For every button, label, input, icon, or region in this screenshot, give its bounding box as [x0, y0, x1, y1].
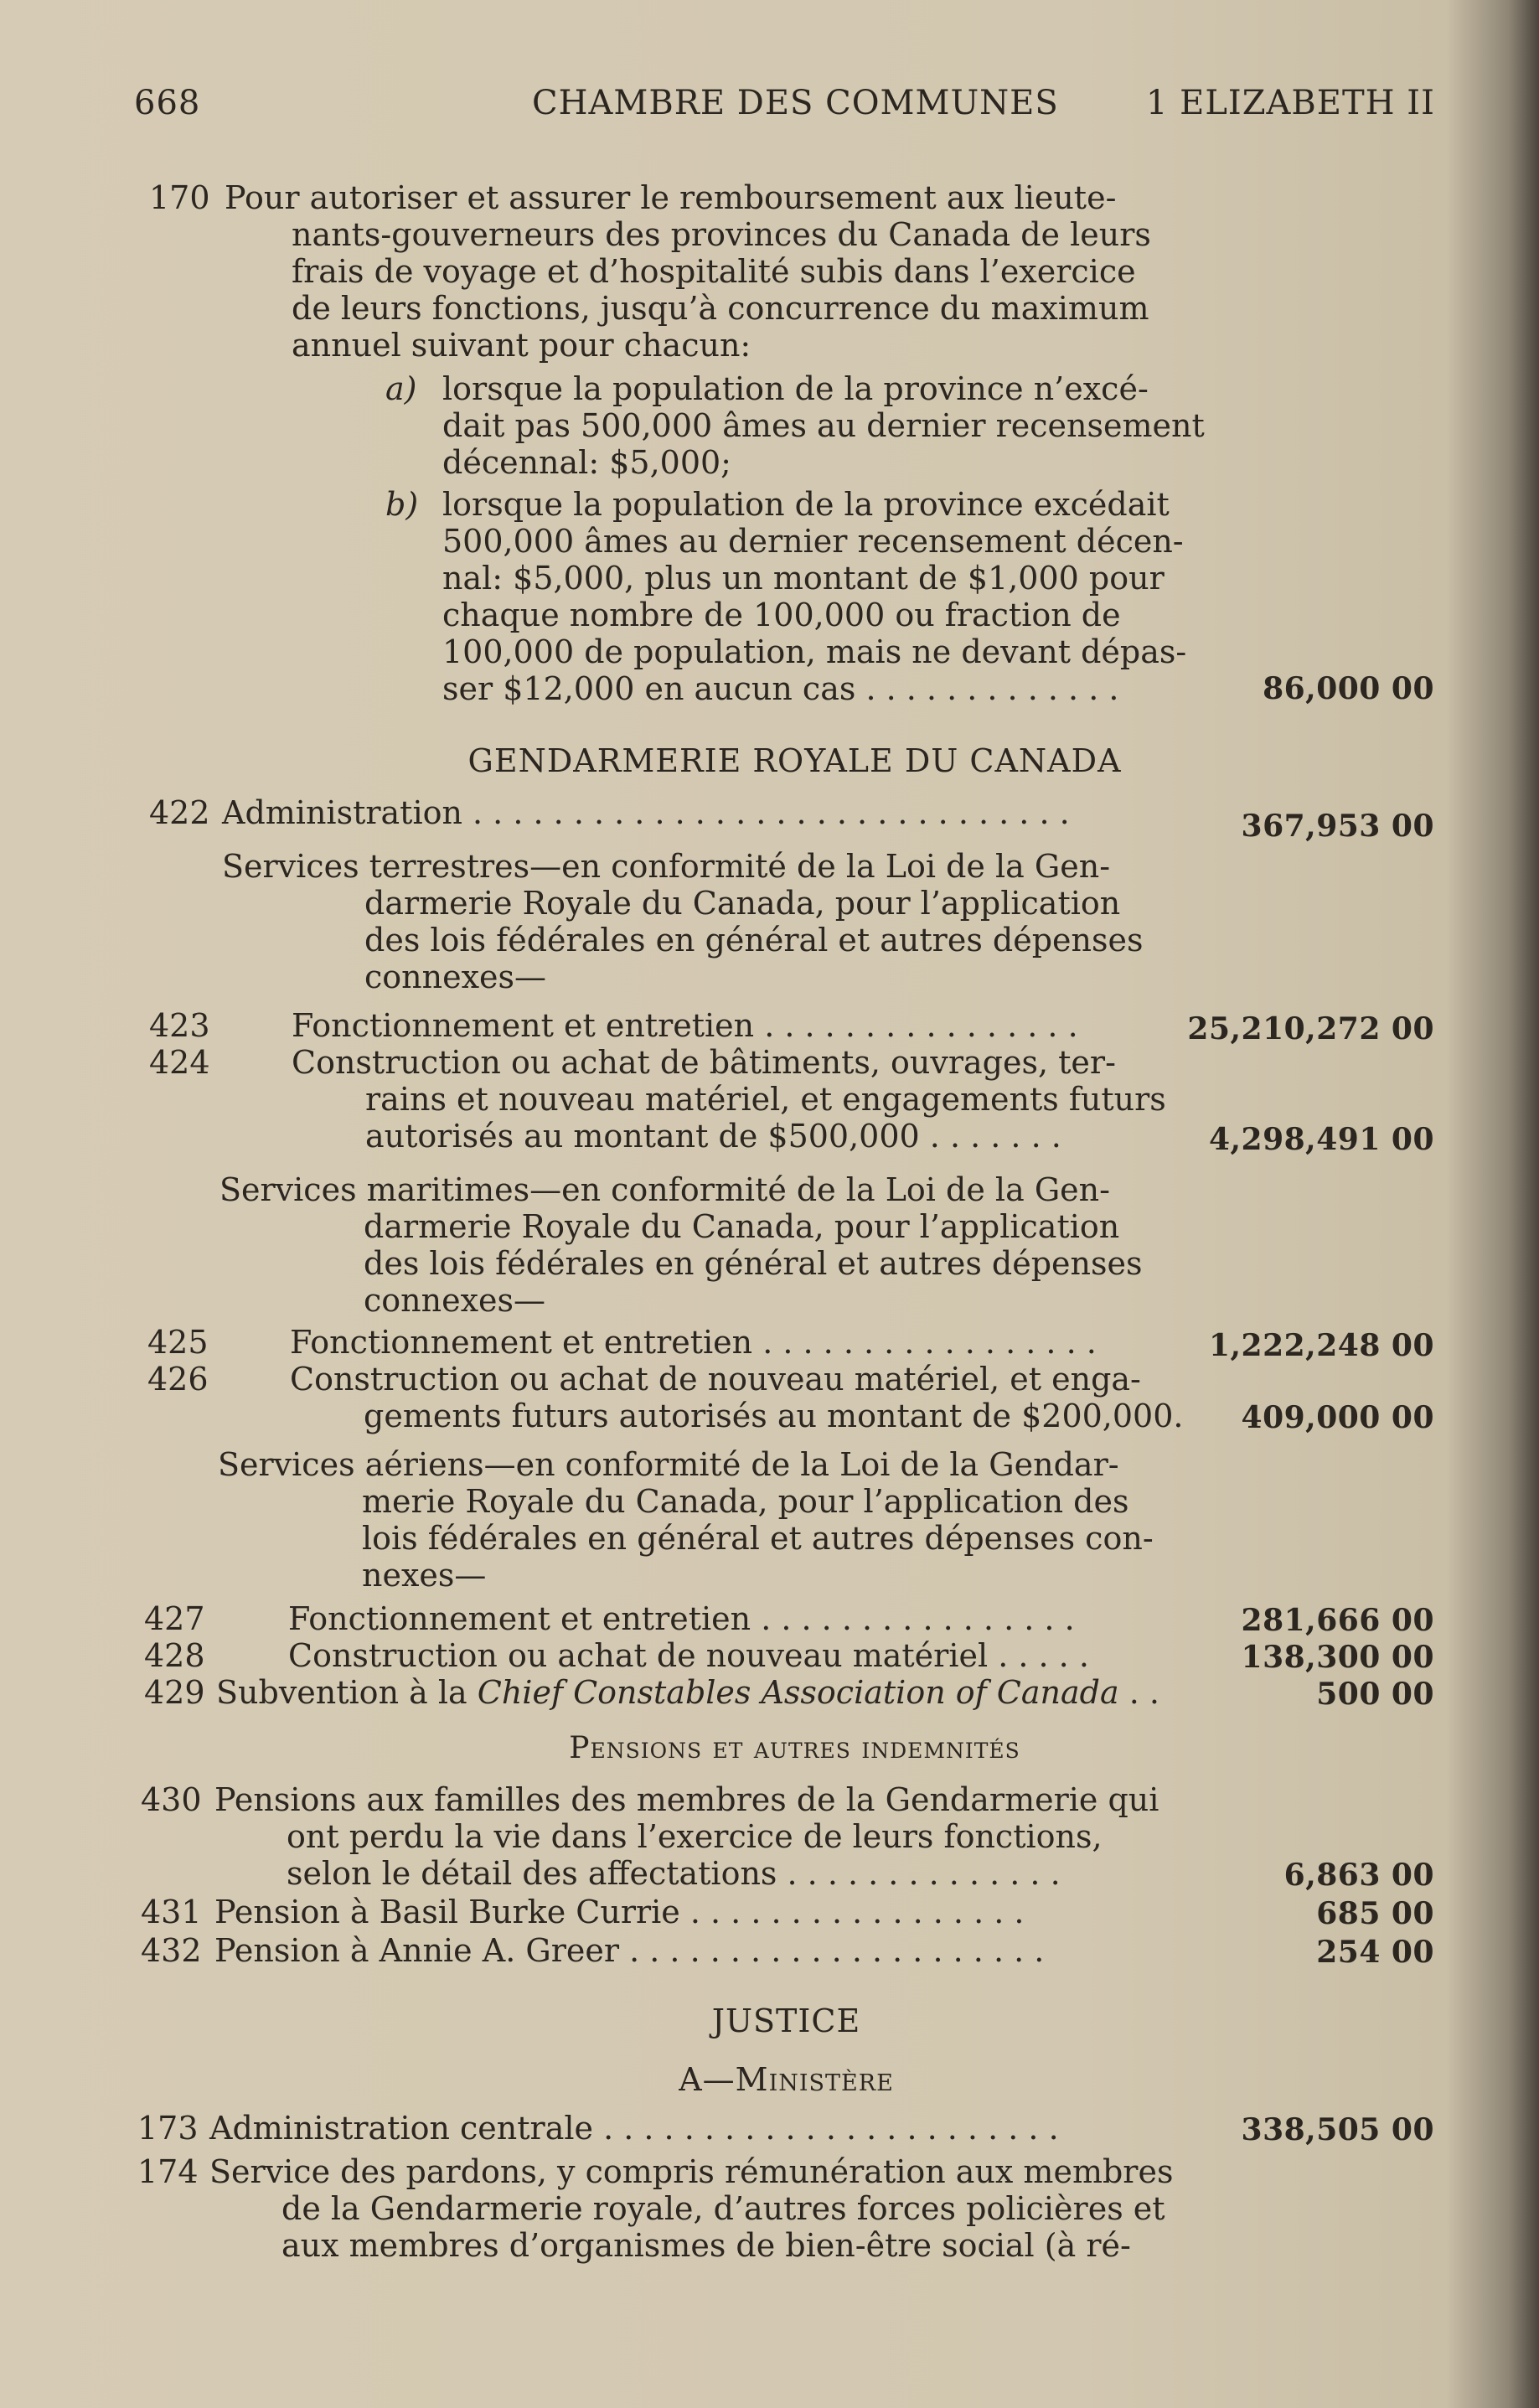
amount-423: 25,210,272 00 — [1187, 1011, 1434, 1046]
item-number-170: 170 — [149, 179, 210, 216]
text-line: Pour autoriser et assurer le remboursement aux lieute- — [225, 179, 1117, 216]
amount-429: 500 00 — [1316, 1677, 1434, 1712]
amount-430: 6,863 00 — [1283, 1858, 1434, 1893]
amount-424: 4,298,491 00 — [1208, 1122, 1434, 1157]
item-173-label: Administration centrale . . . . . . . . . . . . . . . . . . . . . . . — [209, 2110, 1059, 2147]
terrestres-text — [222, 848, 1144, 995]
text-line: merie Royale du Canada, pour l’application des — [362, 1483, 1129, 1520]
text-line: Construction ou achat de nouveau matériel, et enga- — [290, 1361, 1141, 1398]
amount-422: 367,953 00 — [1241, 809, 1434, 844]
item-170-a-text — [442, 370, 1205, 481]
amount-431: 685 00 — [1316, 1896, 1434, 1931]
amount-170: 86,000 00 — [1263, 671, 1434, 706]
item-427-label: Fonctionnement et entretien . . . . . . . . . . . . . . . . — [288, 1600, 1075, 1637]
item-number-423: 423 — [149, 1007, 210, 1044]
page-number: 668 — [134, 84, 201, 122]
item-170-b-text — [442, 486, 1186, 707]
item-423-label: Fonctionnement et entretien . . . . . . . . . . . . . . . . — [292, 1007, 1078, 1044]
item-431-label: Pension à Basil Burke Currie . . . . . . . . . . . . . . . . . — [214, 1894, 1025, 1930]
item-429-label — [216, 1674, 1159, 1711]
text-line: selon le détail des affectations . . . . . . . . . . . . . . — [287, 1855, 1061, 1892]
item-number-428: 428 — [144, 1637, 205, 1674]
text-line: Services aériens—en conformité de la Loi de la Gendar- — [218, 1446, 1119, 1483]
text-line: Services terrestres—en conformité de la Loi de la Gen- — [222, 848, 1111, 885]
text-line: 100,000 de population, mais ne devant dépas- — [442, 633, 1187, 670]
text-line: darmerie Royale du Canada, pour l’application — [364, 1208, 1120, 1245]
text-line: frais de voyage et d’hospitalité subis dans l’exercice — [292, 253, 1136, 290]
text-line: des lois fédérales en général et autres dépenses — [364, 922, 1144, 959]
text-line: nal: $5,000, plus un montant de $1,000 pour — [442, 560, 1165, 597]
text-line: Service des pardons, y compris rémunération aux membres — [209, 2153, 1174, 2190]
item-number-431: 431 — [141, 1894, 202, 1930]
text-line: ser $12,000 en aucun cas . . . . . . . . . . . . . — [442, 670, 1119, 707]
text-line: annuel suivant pour chacun: — [292, 327, 751, 364]
item-number-432: 432 — [141, 1932, 202, 1969]
item-424-text — [292, 1044, 1166, 1155]
text-line: rains et nouveau matériel, et engagements futurs — [365, 1081, 1166, 1118]
text-line: de la Gendarmerie royale, d’autres forces policières et — [281, 2190, 1165, 2227]
aeriens-text — [218, 1446, 1154, 1594]
item-426-text — [290, 1361, 1183, 1434]
text-line: nants-gouverneurs des provinces du Canada de leurs — [292, 216, 1151, 253]
amount-426: 409,000 00 — [1241, 1400, 1434, 1435]
text-line: 500,000 âmes au dernier recensement décen- — [442, 523, 1184, 560]
text-line: Services maritimes—en conformité de la Loi de la Gen- — [219, 1171, 1110, 1208]
text-line: connexes— — [364, 1282, 546, 1319]
sub-label-b: b) — [385, 486, 419, 523]
amount-432: 254 00 — [1316, 1935, 1434, 1970]
text-line: de leurs fonctions, jusqu’à concurrence du maximum — [292, 290, 1149, 327]
amount-425: 1,222,248 00 — [1208, 1328, 1434, 1363]
item-number-174: 174 — [137, 2153, 199, 2190]
section-heading-pensions: Pensions et autres indemnités — [569, 1731, 1020, 1765]
section-heading-grc: GENDARMERIE ROYALE DU CANADA — [467, 742, 1122, 779]
item-425-label: Fonctionnement et entretien . . . . . . . . . . . . . . . . . — [290, 1324, 1097, 1361]
text-line: connexes— — [364, 959, 547, 995]
item-number-427: 427 — [144, 1600, 205, 1637]
item-428-label: Construction ou achat de nouveau matériel . . . . . — [288, 1637, 1089, 1674]
text-line: décennal: $5,000; — [442, 444, 731, 481]
text-line: aux membres d’organismes de bien-être social (à ré- — [281, 2227, 1131, 2264]
text-line: Pensions aux familles des membres de la Gendarmerie qui — [214, 1781, 1159, 1818]
text-line: Construction ou achat de bâtiments, ouvrages, ter- — [292, 1044, 1116, 1081]
item-422-label: Administration . . . . . . . . . . . . . . . . . . . . . . . . . . . . . . — [222, 794, 1070, 831]
reign-label: 1 ELIZABETH II — [1146, 84, 1435, 122]
item-number-173: 173 — [137, 2110, 199, 2147]
text-line: darmerie Royale du Canada, pour l’application — [364, 885, 1121, 922]
item-432-label: Pension à Annie A. Greer . . . . . . . . . . . . . . . . . . . . . — [214, 1932, 1045, 1969]
label-part: Subvention à la — [216, 1674, 478, 1711]
item-170-text — [225, 179, 1151, 364]
running-title: CHAMBRE DES COMMUNES — [532, 84, 1059, 122]
text-line: lois fédérales en général et autres dépenses con- — [362, 1520, 1154, 1557]
text-line: des lois fédérales en général et autres dépenses — [364, 1245, 1143, 1282]
text-line: nexes— — [362, 1557, 487, 1594]
text-line: gements futurs autorisés au montant de $200,000. — [364, 1398, 1184, 1434]
amount-173: 338,505 00 — [1241, 2112, 1434, 2147]
text-line: lorsque la population de la province n’excé- — [442, 370, 1149, 407]
item-number-425: 425 — [147, 1324, 209, 1361]
label-italic-part: Chief Constables Association of Canada — [477, 1674, 1119, 1711]
text-line: dait pas 500,000 âmes au dernier recensement — [442, 407, 1205, 444]
amount-428: 138,300 00 — [1241, 1640, 1434, 1675]
item-number-426: 426 — [147, 1361, 209, 1398]
text-line: chaque nombre de 100,000 ou fraction de — [442, 597, 1121, 633]
item-number-424: 424 — [149, 1044, 210, 1081]
sub-label-a: a) — [385, 370, 417, 407]
item-number-429: 429 — [144, 1674, 205, 1711]
amount-427: 281,666 00 — [1241, 1603, 1434, 1638]
item-430-text — [214, 1781, 1159, 1892]
text-line: lorsque la population de la province excédait — [442, 486, 1170, 523]
section-subheading-ministere: A—Ministère — [679, 2061, 894, 2098]
item-number-422: 422 — [149, 794, 210, 831]
section-heading-justice: JUSTICE — [711, 2002, 861, 2039]
item-174-text — [209, 2153, 1173, 2264]
text-line: autorisés au montant de $500,000 . . . . . . . — [365, 1118, 1061, 1155]
text-line: ont perdu la vie dans l’exercice de leurs fonctions, — [287, 1818, 1103, 1855]
item-number-430: 430 — [141, 1781, 202, 1818]
label-part: . . — [1118, 1674, 1159, 1711]
maritimes-text — [219, 1171, 1143, 1319]
